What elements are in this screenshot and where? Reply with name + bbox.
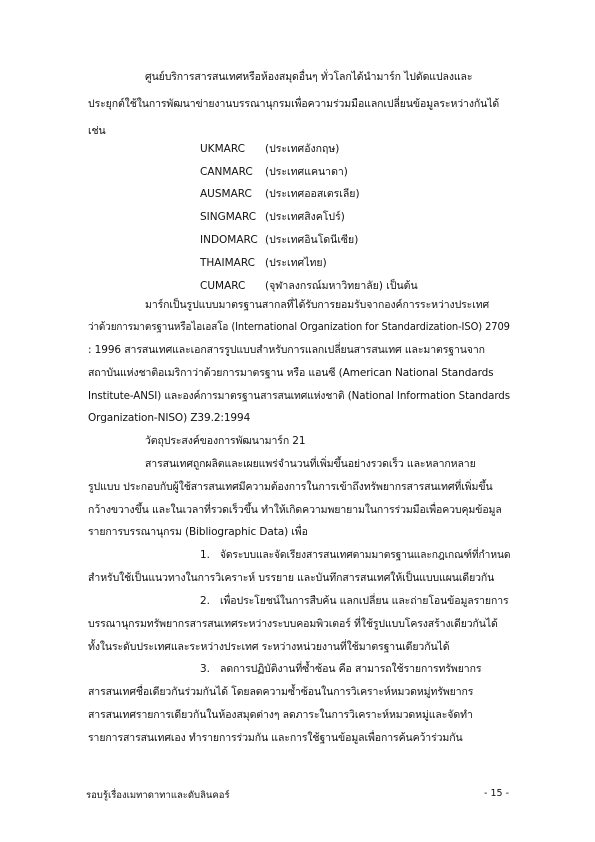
intro-line-3: เช่น	[88, 125, 106, 137]
marc-country: (ประเทศออสเตรเลีย)	[265, 188, 360, 200]
intro-line-1: ศูนย์บริการสารสนเทศหรือห้องสมุดอื่นๆ ทั่วโลกได้นำมาร์ก ไปดัดแปลงและ	[145, 71, 473, 83]
item-number: 2.	[200, 595, 210, 607]
objective-line: สารสนเทศถูกผลิตและเผยแพร่จำนวนที่เพิ่มขึ้นอย่างรวดเร็ว และหลากหลาย	[145, 458, 476, 470]
marc-code: AUSMARC	[200, 188, 252, 200]
standard-line: Institute-ANSI) และองค์การมาตรฐานสารสนเทศแห่งชาติ (National Information Standards	[88, 390, 511, 402]
standard-line: Organization-NISO) Z39.2:1994	[88, 412, 251, 424]
item-text: สำหรับใช้เป็นแนวทางในการวิเคราะห์ บรรยาย และบันทึกสารสนเทศให้เป็นแบบแผนเดียวกัน	[88, 572, 495, 584]
item-text: เพื่อประโยชน์ในการสืบค้น แลกเปลี่ยน และถ่ายโอนข้อมูลรายการ	[220, 595, 509, 607]
standard-line: : 1996 สารสนเทศและเอกสารรูปแบบสำหรับการแลกเปลี่ยนสารสนเทศ และมาตรฐานจาก	[88, 344, 485, 356]
item-text: ลดการปฏิบัติงานที่ซ้ำซ้อน คือ สามารถใช้รายการทรัพยากร	[220, 663, 482, 675]
marc-code: INDOMARC	[200, 234, 258, 246]
objective-line: รูปแบบ ประกอบกับผู้ใช้สารสนเทศมีความต้องการในการเข้าถึงทรัพยากรสารสนเทศที่เพิ่มขึ้น	[88, 481, 493, 493]
marc-country: (ประเทศไทย)	[265, 257, 327, 269]
item-number: 1.	[200, 549, 210, 561]
intro-line-2: ประยุกต์ใช้ในการพัฒนาข่ายงานบรรณานุกรมเพื่อความร่วมมือแลกเปลี่ยนข้อมูลระหว่างกันได้	[88, 98, 500, 110]
marc-code: THAIMARC	[200, 257, 255, 269]
page-number: - 15 -	[484, 788, 509, 799]
marc-code: CANMARC	[200, 166, 253, 178]
marc-country: (จุฬาลงกรณ์มหาวิทยาลัย) เป็นต้น	[265, 280, 418, 292]
item-text: สารสนเทศชื่อเดียวกันร่วมกันได้ โดยลดความซ้ำซ้อนในการวิเคราะห์หมวดหมู่ทรัพยากร	[88, 686, 474, 698]
item-text: บรรณานุกรมทรัพยากรสารสนเทศระหว่างระบบคอมพิวเตอร์ ที่ใช้รูปแบบโครงสร้างเดียวกันได้	[88, 618, 498, 630]
standard-line: มาร์กเป็นรูปแบบมาตรฐานสากลที่ได้รับการยอมรับจากองค์การระหว่างประเทศ	[145, 299, 490, 311]
marc-country: (ประเทศอินโดนีเซีย)	[265, 234, 359, 246]
item-text: สารสนเทศรายการเดียวกันในห้องสมุดต่างๆ ลดภาระในการวิเคราะห์หมวดหมู่และจัดทำ	[88, 709, 473, 721]
item-number: 3.	[200, 663, 210, 675]
section-heading: วัตถุประสงค์ของการพัฒนามาร์ก 21	[145, 435, 306, 447]
objective-line: กว้างขวางขึ้น และในเวลาที่รวดเร็วขึ้น ทำให้เกิดความพยายามในการร่วมมือเพื่อควบคุมข้อมูล	[88, 504, 502, 516]
standard-line: สถาบันแห่งชาติอเมริกาว่าด้วยการมาตรฐาน หรือ แอนซี (American National Standards	[88, 367, 494, 379]
footer-title: รอบรู้เรื่องเมทาดาทาและดับลินคอร์	[86, 790, 230, 801]
marc-country: (ประเทศแคนาดา)	[265, 166, 348, 178]
item-text: จัดระบบและจัดเรียงสารสนเทศตามมาตรฐานและกฎเกณฑ์ที่กำหนด	[220, 549, 511, 561]
marc-code: CUMARC	[200, 280, 246, 292]
objective-line: รายการบรรณานุกรม (Bibliographic Data) เพื่อ	[88, 526, 308, 538]
item-text: ทั้งในระดับประเทศและระหว่างประเทศ ระหว่างหน่วยงานที่ใช้มาตรฐานเดียวกันได้	[88, 641, 450, 653]
standard-line: ว่าด้วยการมาตรฐานหรือไอเอสโอ (International Organization for Standardization-ISO) 2709	[88, 321, 510, 333]
marc-code: SINGMARC	[200, 211, 257, 223]
marc-country: (ประเทศอังกฤษ)	[265, 143, 340, 155]
marc-country: (ประเทศสิงคโปร์)	[265, 211, 345, 223]
marc-code: UKMARC	[200, 143, 245, 155]
item-text: รายการสารสนเทศเอง ทำรายการร่วมกัน และการใช้ฐานข้อมูลเพื่อการค้นคว้าร่วมกัน	[88, 732, 463, 744]
